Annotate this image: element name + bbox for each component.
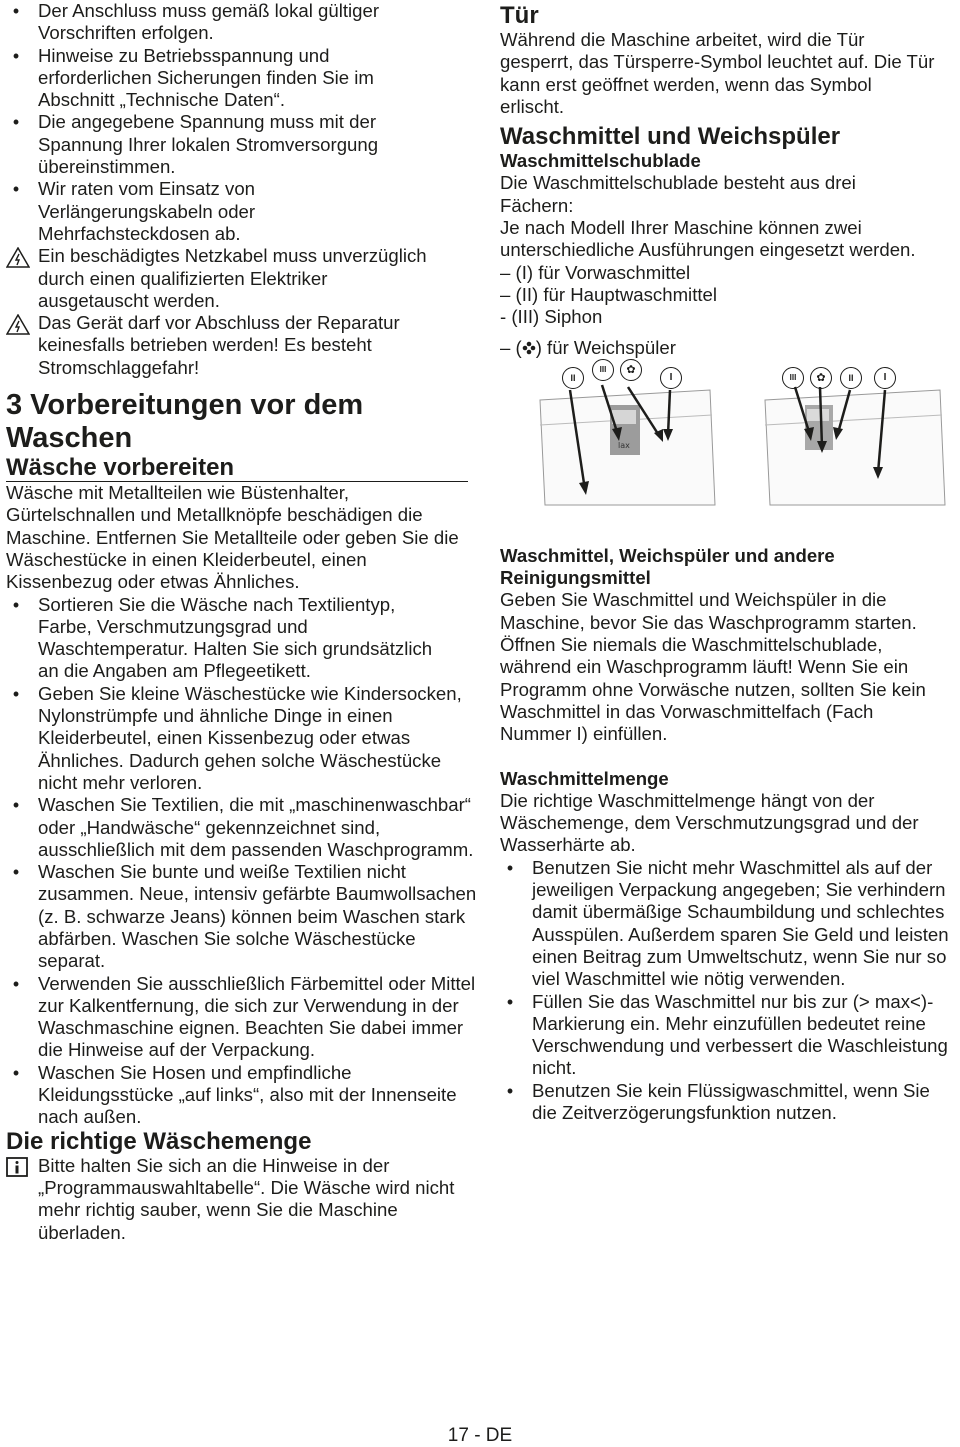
list-item: • Waschen Sie Textilien, die mit „maschinenwaschbar“ oder „Handwäsche“ gekennzeichnet sind, ausschließlich mit dem passenden Waschprogramm.	[12, 794, 474, 860]
compartment-item: – (II) für Hauptwaschmittel	[500, 283, 717, 305]
drawer-text-1: Die Waschmittelschublade besteht aus drei Fächern:	[500, 172, 856, 216]
list-item: • Wir raten vom Einsatz von Verlängerungskabeln oder Mehrfachsteckdosen ab.	[12, 178, 256, 244]
figure-labels-right	[782, 367, 952, 391]
electrical-warning-icon	[6, 247, 30, 268]
softener-flower-icon	[522, 341, 536, 355]
amount-title: Die richtige Wäschemenge	[6, 1127, 312, 1155]
door-text: Während die Maschine arbeitet, wird die Tür gesperrt, das Türsperre-Symbol leuchtet auf. Die Tür kann erst geöffnet werden, wenn das Symbol erlischt.	[500, 29, 935, 117]
right-column	[500, 0, 955, 1124]
compartment-label: III	[592, 359, 614, 381]
softener-item: – ( ) für Weichspüler	[500, 336, 676, 358]
compartment-label: III	[782, 367, 804, 389]
quantity-bullets	[500, 857, 955, 1125]
preparation-bullets	[6, 594, 476, 1129]
cleaning-text: Geben Sie Waschmittel und Weichspüler in die Maschine, bevor Sie das Waschprogramm starten. Öffnen Sie niemals die Waschmittelschublade, während ein Waschprogramm läuft! Wenn Sie ein Programm ohne Vorwäsche nutzen, sollten Sie kein Waschmittel in das Vorwaschmittelfach (Fach Nummer I) einfüllen.	[500, 589, 926, 745]
list-item: • Benutzen Sie kein Flüssigwaschmittel, wenn Sie die Zeitverzögerungsfunktion nutzen.	[506, 1079, 930, 1123]
drawer-right	[765, 387, 945, 505]
warning-list	[6, 245, 476, 379]
drawer-left	[540, 385, 715, 505]
list-item: • Waschen Sie bunte und weiße Textilien nicht zusammen. Neue, intensiv gefärbte Baumwollsachen (z. B. schwarze Jeans) können beim Waschen stark abfärben. Waschen Sie solche Wäschestücke separat.	[12, 861, 477, 972]
compartment-label: II	[562, 367, 584, 389]
info-icon	[6, 1157, 28, 1177]
list-item: • Die angegebene Spannung muss mit der Spannung Ihrer lokalen Stromversorgung übereinstimmen.	[12, 111, 379, 178]
list-item: • Der Anschluss muss gemäß lokal gültiger Vorschriften erfolgen.	[12, 0, 380, 44]
intro-paragraph: Wäsche mit Metallteilen wie Büstenhalter, Gürtelschnallen und Metallknöpfe beschädigen die Maschine. Entfernen Sie Metallteile oder geben Sie die Wäschestücke in einen Kleiderbeutel, einen Kissenbezug oder etwas Ähnliches.	[6, 482, 459, 593]
compartment-label: II	[840, 367, 862, 389]
electrical-bullets	[6, 0, 476, 245]
list-item: • Waschen Sie Hosen und empfindliche Kleidungsstücke „auf links“, also mit der Innenseite nach außen.	[12, 1061, 457, 1128]
figure-labels-left	[562, 359, 702, 383]
detergent-drawer-figure	[500, 365, 955, 505]
list-item: • Hinweise zu Betriebsspannung und erforderlichen Sicherungen finden Sie im Abschnitt „Technische Daten“.	[12, 44, 374, 111]
drawer-text-2: Je nach Modell Ihrer Maschine können zwei unterschiedliche Ausführungen eingesetzt werden.	[500, 217, 916, 261]
warning-item: Das Gerät darf vor Abschluss der Reparatur keinesfalls betrieben werden! Es besteht Stromschlaggefahr!	[6, 312, 468, 379]
list-item: • Benutzen Sie nicht mehr Waschmittel als auf der jeweiligen Verpackung angegeben; Sie verhindern damit übermäßige Schaumbildung und schlechtes Ausspülen. Außerdem sparen Sie Geld und leisten einen Beitrag zum Umweltschutz, wenn Sie nur so viel Waschmittel wie nötig verwenden.	[506, 856, 949, 990]
compartment-label: ✿	[810, 367, 832, 389]
electrical-warning-icon	[6, 314, 30, 335]
list-item: • Verwenden Sie ausschließlich Färbemittel oder Mittel zur Kalkentfernung, die sich zur Verwendung in der Waschmaschine eignen. Beachten Sie dabei immer die Hinweise auf der Verpackung.	[12, 972, 476, 1061]
cleaning-title: Waschmittel, Weichspüler und andere Reinigungsmittel	[500, 544, 835, 589]
list-item: • Geben Sie kleine Wäschestücke wie Kindersocken, Nylonstrümpfe und ähnliche Dinge in einen Kleiderbeutel, einen Kissenbezug oder etwas Ähnliches. Dadurch gehen solche Wäschestücke nicht mehr verloren.	[12, 682, 462, 793]
page-number: 17 - DE	[447, 1425, 513, 1446]
compartment-label: ✿	[620, 359, 642, 381]
compartment-item: - (III) Siphon	[500, 306, 603, 328]
section-title: 3 Vorbereitungen vor dem Waschen	[6, 389, 364, 455]
compartment-label: I	[660, 367, 682, 389]
quantity-title: Waschmittelmenge	[500, 767, 669, 789]
svg-text:lax: lax	[618, 440, 630, 450]
list-item: • Füllen Sie das Waschmittel nur bis zur (> max<)-Markierung ein. Mehr einzufüllen bedeutet reine Verschwendung und verbessert die Waschleistung nicht.	[506, 990, 948, 1079]
door-title: Tür	[500, 2, 539, 29]
left-column	[6, 0, 476, 1244]
drawer-title: Waschmittelschublade	[500, 150, 701, 172]
info-note: Bitte halten Sie sich an die Hinweise in der „Programmauswahltabelle“. Die Wäsche wird nicht mehr richtig sauber, wenn Sie die Maschine überladen.	[6, 1155, 478, 1244]
list-item: • Sortieren Sie die Wäsche nach Textilientyp, Farbe, Verschmutzungsgrad und Waschtemperatur. Halten Sie sich grundsätzlich an die Angaben am Pflegeetikett.	[12, 593, 433, 682]
detergent-title: Waschmittel und Weichspüler	[500, 123, 841, 151]
subsection-title: Wäsche vorbereiten	[6, 455, 468, 482]
compartment-label: I	[874, 367, 896, 389]
warning-item: Ein beschädigtes Netzkabel muss unverzüglich durch einen qualifizierten Elektriker ausgetauscht werden.	[6, 245, 428, 312]
compartment-item: – (I) für Vorwaschmittel	[500, 261, 691, 283]
quantity-text: Die richtige Waschmittelmenge hängt von der Wäschemenge, dem Verschmutzungsgrad und der Wasserhärte ab.	[500, 789, 919, 856]
